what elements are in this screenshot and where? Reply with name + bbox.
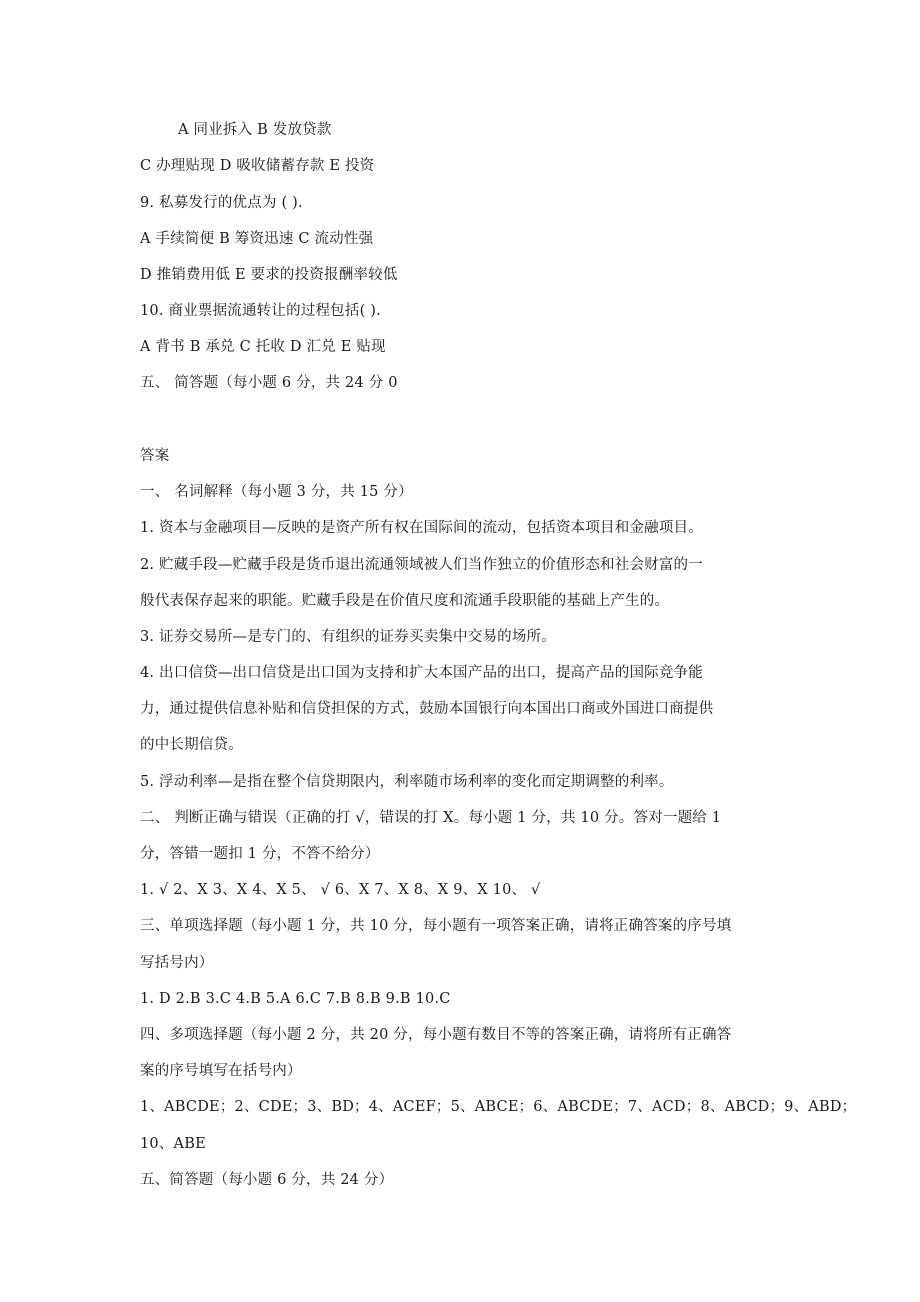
answers-section-2-values: 1. √ 2、X 3、X 4、X 5、 √ 6、X 7、X 8、X 9、X 10、 √ (140, 882, 541, 898)
answer-term-4-line-3: 的中长期信贷。 (140, 737, 243, 753)
q9-options-line-2: D 推销费用低 E 要求的投资报酬率较低 (140, 267, 398, 283)
answers-section-5-heading: 五、简答题（每小题 6 分，共 24 分） (140, 1172, 394, 1188)
answers-title: 答案 (140, 448, 170, 464)
answer-term-1: 1. 资本与金融项目—反映的是资产所有权在国际间的流动，包括资本项目和金融项目。 (140, 520, 703, 536)
answers-section-4-heading-line-2: 案的序号填写在括号内） (140, 1063, 302, 1079)
answer-term-4-line-2: 力，通过提供信息补贴和信贷担保的方式，鼓励本国银行向本国出口商或外国进口商提供 (140, 701, 714, 717)
answers-section-2-heading-line-2: 分，答错一题扣 1 分，不答不给分） (140, 846, 380, 862)
answers-section-3-heading-line-2: 写括号内） (140, 955, 214, 971)
answer-term-2-line-1: 2. 贮藏手段—贮藏手段是货币退出流通领域被人们当作独立的价值形态和社会财富的一 (140, 557, 703, 573)
q9-options-line-1: A 手续简便 B 筹资迅速 C 流动性强 (140, 231, 374, 247)
answers-section-4-heading-line-1: 四、多项选择题（每小题 2 分，共 20 分，每小题有数目不等的答案正确，请将所有正确答 (140, 1027, 732, 1043)
answers-section-2-heading-line-1: 二、 判断正确与错误（正确的打 √，错误的打 X。每小题 1 分，共 10 分。答对一题给 1 (140, 810, 722, 826)
answers-section-1-heading: 一、 名词解释（每小题 3 分，共 15 分） (140, 484, 413, 500)
q10-options: A 背书 B 承兑 C 托收 D 汇兑 E 贴现 (140, 339, 386, 355)
q9-question: 9. 私募发行的优点为 ( ). (140, 195, 303, 211)
q8-options-line-2: C 办理贴现 D 吸收储蓄存款 E 投资 (140, 158, 375, 174)
answer-term-4-line-1: 4. 出口信贷—出口信贷是出口国为支持和扩大本国产品的出口，提高产品的国际竞争能 (140, 665, 703, 681)
answers-section-3-values: 1. D 2.B 3.C 4.B 5.A 6.C 7.B 8.B 9.B 10.C (140, 991, 451, 1007)
answer-term-3: 3. 证券交易所—是专门的、有组织的证券买卖集中交易的场所。 (140, 629, 556, 645)
answer-term-5: 5. 浮动利率—是指在整个信贷期限内，利率随市场利率的变化而定期调整的利率。 (140, 774, 674, 790)
answer-term-2-line-2: 般代表保存起来的职能。贮藏手段是在价值尺度和流通手段职能的基础上产生的。 (140, 593, 670, 609)
q8-options-line-1: A 同业拆入 B 发放贷款 (178, 122, 332, 138)
answers-section-4-values-line-2: 10、ABE (140, 1136, 206, 1152)
answers-section-3-heading-line-1: 三、单项选择题（每小题 1 分，共 10 分，每小题有一项答案正确，请将正确答案的序号填 (140, 918, 732, 934)
answers-section-4-values-line-1: 1、ABCDE；2、CDE；3、BD；4、ACEF；5、ABCE；6、ABCDE；7、ACD；8、ABCD；9、ABD； (140, 1099, 857, 1115)
q10-question: 10. 商业票据流通转让的过程包括( ). (140, 303, 381, 319)
section-5-heading-questions: 五、 简答题（每小题 6 分，共 24 分 0 (140, 375, 398, 391)
